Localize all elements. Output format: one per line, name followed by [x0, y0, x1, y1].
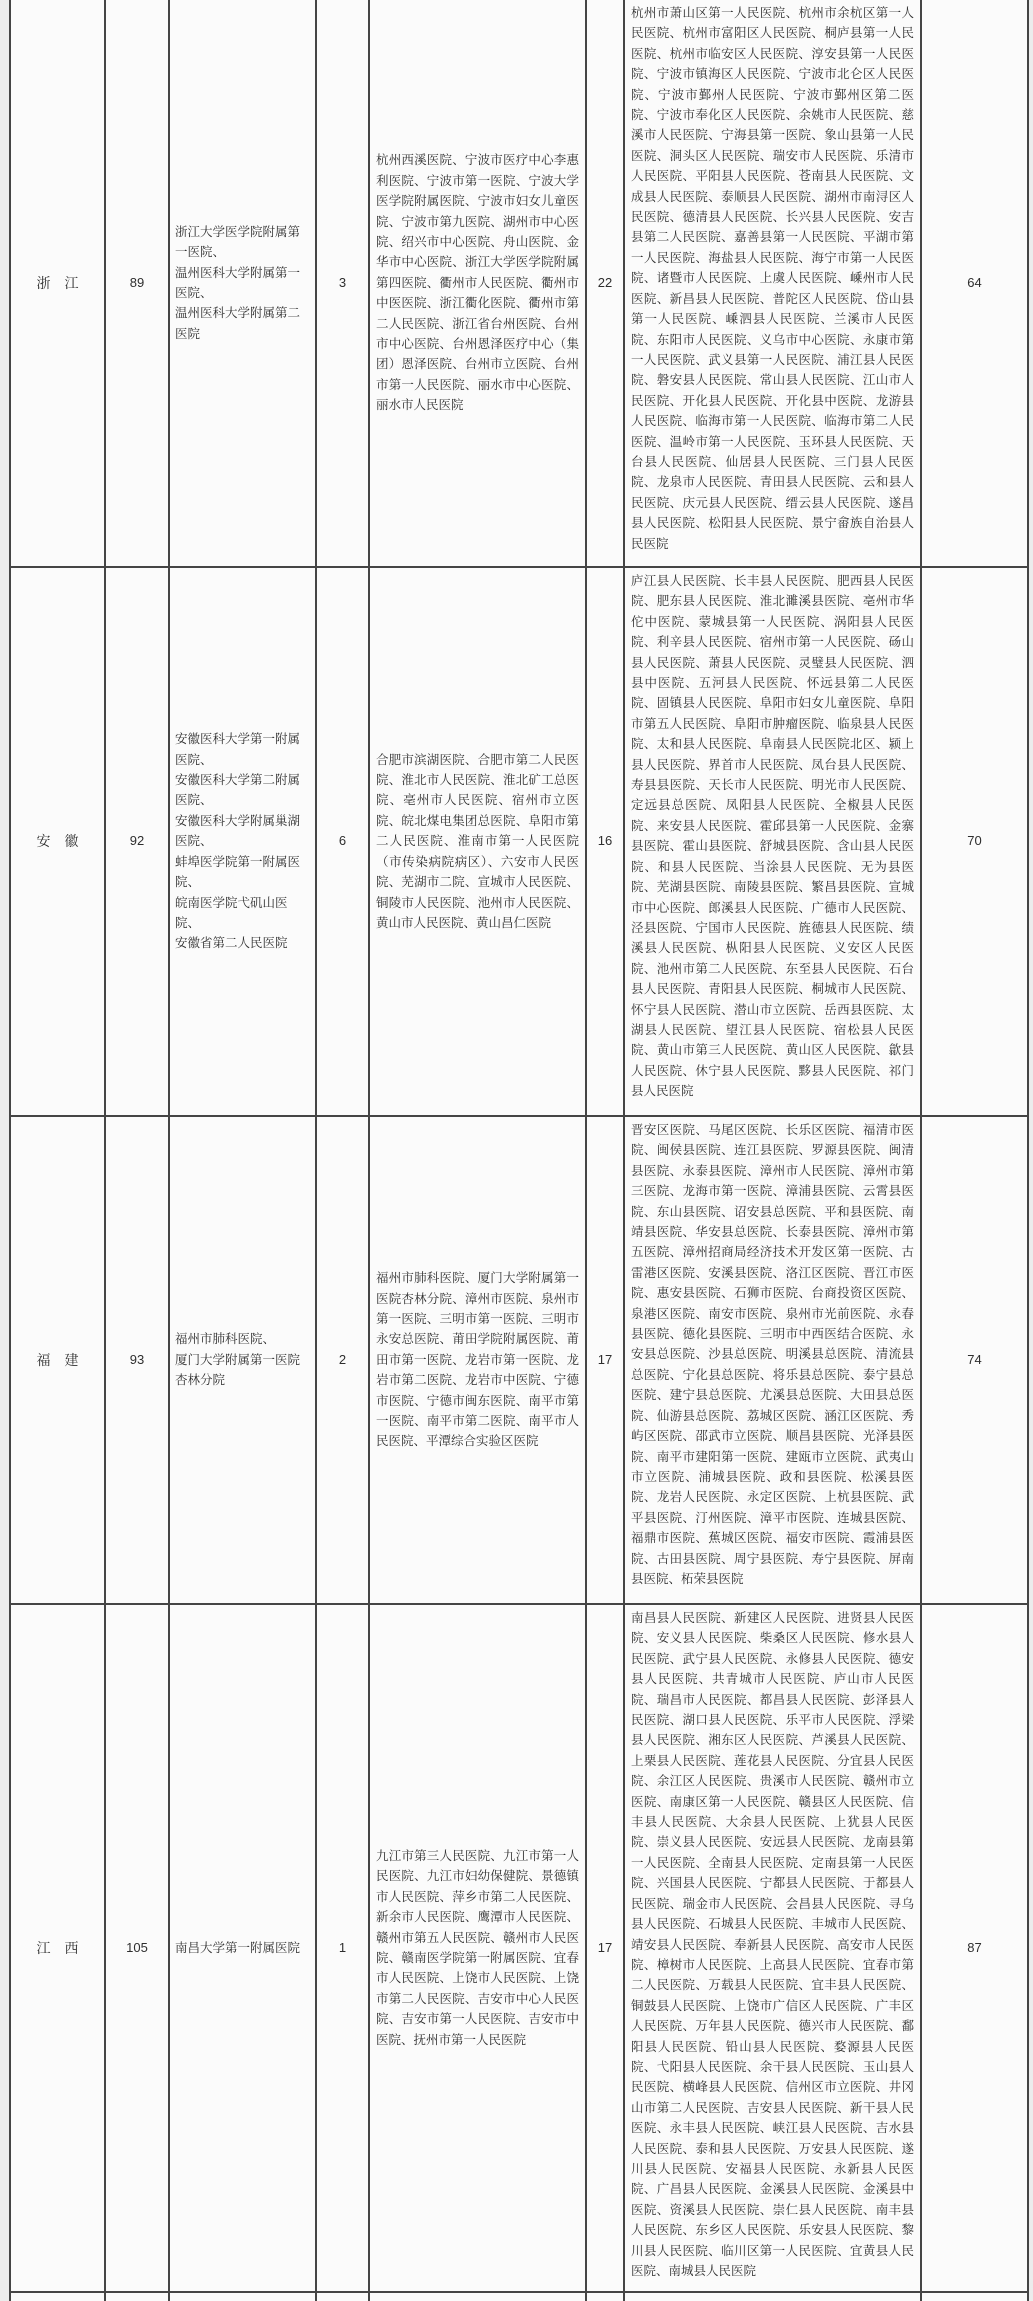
total-count: 93 — [129, 1351, 145, 1367]
hospital-table — [9, 0, 1029, 2301]
hospital-list: 合肥市滨湖医院、合肥市第二人民医院、淮北市人民医院、淮北矿工总医院、亳州市人民医院、宿州市立医院、皖北煤电集团总医院、阜阳市第二人民医院、淮南市第一人民医院（市传染病院病区）、六安市人民医院、芜湖市二院、宣城市人民医院、铜陵市人民医院、池州市人民医院、黄山市人民医院、黄山昌仁医院 — [376, 752, 579, 930]
total-count-cell — [106, 1117, 170, 1603]
group1-count: 6 — [338, 833, 347, 849]
hospital-name: 温州医科大学附属第一医院、 — [175, 265, 301, 300]
hospital-name: 安徽医科大学附属巢湖医院、 — [175, 813, 301, 849]
empty-cell — [106, 2293, 170, 2301]
total-count-cell — [106, 1605, 170, 2291]
empty-cell — [170, 2293, 317, 2301]
hospital-list: 九江市第三人民医院、九江市第一人民医院、九江市妇幼保健院、景德镇市人民医院、萍乡市第二人民医院、新余市人民医院、鹰潭市人民医院、赣州市第五人民医院、赣州市人民医院、赣南医学院第一附属医院、宜春市人民医院、上饶市人民医院、上饶市第二人民医院、吉安市中心人民医院、吉安市第一人民医院、吉安市中医院、抚州市第一人民医院 — [376, 1848, 579, 2047]
hospital-name: 安徽医科大学第一附属医院、 — [175, 732, 301, 767]
hospital-list: 南昌县人民医院、新建区人民医院、进贤县人民医院、安义县人民医院、柴桑区人民医院、修水县人民医院、武宁县人民医院、永修县人民医院、德安县人民医院、共青城市人民医院、庐山市人民医院、瑞昌市人民医院、都昌县人民医院、彭泽县人民医院、湖口县人民医院、乐平市人民医院、浮梁县人民医院、湘东区人民医院、芦溪县人民医院、上栗县人民医院、莲花县人民医院、分宜县人民医院、余江区人民医院、贵溪市人民医院、赣州市立医院、南康区第一人民医院、赣县区人民医院、信丰县人民医院、大余县人民医院、上犹县人民医院、崇义县人民医院、安远县人民医院、龙南县第一人民医院、全南县人民医院、定南县第一人民医院、兴国县人民医院、宁都县人民医院、于都县人民医院、瑞金市人民医院、会昌县人民医院、寻乌县人民医院、石城县人民医院、丰城市人民医院、靖安县人民医院、奉新县人民医院、高安市人民医院、樟树市人民医院、上高县人民医院、宜春市第二人民医院、万载县人民医院、宜丰县人民医院、铜鼓县人民医院、上饶市广信区人民医院、广丰区人民医院、万年县人民医院、德兴市人民医院、鄱阳县人民医院、铅山县人民医院、婺源县人民医院、弋阳县人民医院、余干县人民医院、玉山县人民医院、横峰县人民医院、信州区市立医院、井冈山市第二人民医院、吉安县人民医院、新干县人民医院、永丰县人民医院、峡江县人民医院、吉水县人民医院、泰和县人民医院、万安县人民医院、遂川县人民医院、安福县人民医院、永新县人民医院、广昌县人民医院、金溪县人民医院、金溪县中医院、资溪县人民医院、崇仁县人民医院、南丰县人民医院、东乡区人民医院、乐安县人民医院、黎川县人民医院、临川区第一人民医院、宜黄县人民医院、南城县人民医院 — [631, 1611, 914, 2278]
empty-cell — [587, 2293, 625, 2301]
total-count: 89 — [129, 274, 145, 290]
hospital-list: 庐江县人民医院、长丰县人民医院、肥西县人民医院、肥东县人民医院、淮北濉溪县医院、亳州市华佗中医院、蒙城县第一人民医院、涡阳县人民医院、利辛县人民医院、宿州市第一人民医院、砀山县人民医院、萧县人民医院、灵璧县人民医院、泗县中医院、五河县人民医院、怀远县第二人民医院、固镇县人民医院、阜阳市妇女儿童医院、阜阳市第五人民医院、阜阳市肿瘤医院、临泉县人民医院、太和县人民医院、阜南县人民医院北区、颍上县人民医院、界首市人民医院、凤台县人民医院、寿县县医院、天长市人民医院、明光市人民医院、定远县总医院、凤阳县人民医院、全椒县人民医院、来安县人民医院、霍邱县第一人民医院、金寨县医院、霍山县医院、舒城县医院、含山县人民医院、和县人民医院、当涂县人民医院、无为县医院、芜湖县医院、南陵县医院、繁昌县医院、宣城市中心医院、郎溪县人民医院、广德市人民医院、泾县医院、宁国市人民医院、旌德县人民医院、绩溪县人民医院、枞阳县人民医院、义安区人民医院、池州市第二人民医院、东至县人民医院、石台县人民医院、青阳县人民医院、桐城市人民医院、怀宁县人民医院、潜山市立医院、岳西县医院、太湖县人民医院、望江县人民医院、宿松县人民医院、黄山市第三人民医院、黄山区人民医院、歙县人民医院、休宁县人民医院、黟县人民医院、祁门县人民医院 — [631, 574, 914, 1099]
group3-count: 64 — [967, 274, 982, 290]
hospital-list: 福州市肺科医院、厦门大学附属第一医院杏林分院、漳州市医院、泉州市第一医院、三明市第一医院、三明市永安总医院、莆田学院附属医院、莆田市第一医院、龙岩市第一医院、龙岩市第二医院、龙岩市中医院、宁德市医院、宁德市闽东医院、南平市第一医院、南平市第二医院、南平市人民医院、平潭综合实验区医院 — [376, 1271, 579, 1449]
group2-count: 16 — [597, 833, 613, 849]
group2-count-cell — [587, 0, 625, 566]
hospital-list: 杭州市萧山区第一人民医院、杭州市余杭区第一人民医院、杭州市富阳区人民医院、桐庐县第一人民医院、杭州市临安区人民医院、淳安县第一人民医院、宁波市镇海区人民医院、宁波市北仑区人民医院、宁波市鄞州人民医院、宁波市鄞州区第二医院、宁波市奉化区人民医院、余姚市人民医院、慈溪市人民医院、宁海县第一医院、象山县第一人民医院、洞头区人民医院、瑞安市人民医院、乐清市人民医院、平阳县人民医院、苍南县人民医院、文成县人民医院、泰顺县人民医院、湖州市南浔区人民医院、德清县人民医院、长兴县人民医院、安吉县第二人民医院、嘉善县第一人民医院、平湖市第一人民医院、海盐县人民医院、海宁市第一人民医院、诸暨市人民医院、上虞人民医院、嵊州市人民医院、新昌县人民医院、普陀区人民医院、岱山县第一人民医院、嵊泗县人民医院、兰溪市人民医院、东阳市人民医院、义乌市中心医院、永康市第一人民医院、武义县第一人民医院、浦江县人民医院、磐安县人民医院、常山县人民医院、江山市人民医院、开化县人民医院、开化县中医院、龙游县人民医院、临海市第一人民医院、临海市第二人民医院、温岭市第一人民医院、玉环县人民医院、天台县人民医院、仙居县人民医院、三门县人民医院、龙泉市人民医院、青田县人民医院、云和县人民医院、庆元县人民医院、缙云县人民医院、遂昌县人民医院、松阳县人民医院、景宁畲族自治县人民医院 — [631, 6, 914, 551]
group2-count-cell — [587, 1605, 625, 2291]
province-cell — [11, 0, 106, 566]
hospital-name: 安徽省第二人民医院 — [175, 936, 288, 951]
empty-cell — [370, 2293, 587, 2301]
total-count-cell — [106, 568, 170, 1115]
province-label: 福 建 — [36, 1351, 79, 1368]
group3-count: 70 — [967, 833, 982, 849]
group3-count: 87 — [967, 1939, 982, 1955]
group3-hospitals-cell — [625, 0, 922, 566]
group1-count-cell — [317, 1605, 370, 2291]
total-count: 92 — [129, 833, 145, 849]
hospital-name: 福州市肺科医院、 — [175, 1332, 276, 1347]
group1-count: 1 — [338, 1939, 347, 1955]
table-row — [11, 1605, 1027, 2293]
group2-count: 17 — [597, 1351, 613, 1367]
partial-next-row — [11, 2293, 1027, 2301]
hospital-name: 蚌埠医学院第一附属医院、 — [175, 854, 301, 890]
group3-hospitals-cell — [625, 1605, 922, 2291]
group2-count-cell — [587, 568, 625, 1115]
group1-hospitals-cell — [170, 1605, 317, 2291]
group1-hospitals-cell — [170, 1117, 317, 1603]
empty-cell — [625, 2293, 922, 2301]
group1-hospitals-cell — [170, 0, 317, 566]
province-cell — [11, 1117, 106, 1603]
hospital-name: 皖南医学院弋矶山医院、 — [175, 895, 288, 930]
table-row — [11, 1117, 1027, 1605]
group3-hospitals-cell — [625, 568, 922, 1115]
group2-hospitals-cell — [370, 0, 587, 566]
group2-count: 17 — [597, 1939, 613, 1955]
empty-cell — [11, 2293, 106, 2301]
hospital-name: 南昌大学第一附属医院 — [175, 1940, 301, 1955]
group3-count-cell — [922, 1117, 1027, 1603]
hospital-list: 晋安区医院、马尾区医院、长乐区医院、福清市医院、闽侯县医院、连江县医院、罗源县医院、闽清县医院、永泰县医院、漳州市人民医院、漳州市第三医院、龙海市第一医院、漳浦县医院、云霄县医院、东山县医院、诏安县总医院、平和县医院、南靖县医院、华安县总医院、长泰县医院、漳州市第五医院、漳州招商局经济技术开发区第一医院、古雷港区医院、安溪县医院、洛江区医院、晋江市医院、惠安县医院、石狮市医院、台商投资区医院、泉港区医院、南安市医院、泉州市光前医院、永春县医院、德化县医院、三明市中西医结合医院、永安县总医院、沙县总医院、明溪县总医院、清流县总医院、宁化县总医院、将乐县总医院、泰宁县总医院、建宁县总医院、尤溪县总医院、大田县总医院、仙游县总医院、荔城区医院、涵江区医院、秀屿区医院、邵武市立医院、顺昌县医院、光泽县医院、南平市建阳第一医院、建瓯市立医院、武夷山市立医院、浦城县医院、政和县医院、松溪县医院、龙岩人民医院、永定区医院、上杭县医院、武平县医院、汀州医院、漳平市医院、连城县医院、福鼎市医院、蕉城区医院、福安市医院、霞浦县医院、古田县医院、周宁县医院、寿宁县医院、屏南县医院、柘荣县医院 — [631, 1123, 914, 1586]
group1-count: 2 — [338, 1351, 347, 1367]
group3-hospitals-cell — [625, 1117, 922, 1603]
empty-cell — [317, 2293, 370, 2301]
hospital-name: 浙江大学医学院附属第一医院、 — [175, 224, 301, 260]
group2-hospitals-cell — [370, 568, 587, 1115]
group3-count-cell — [922, 0, 1027, 566]
total-count: 105 — [126, 1939, 148, 1955]
province-cell — [11, 1605, 106, 2291]
group1-count-cell — [317, 0, 370, 566]
group2-count: 22 — [597, 274, 613, 290]
group2-hospitals-cell — [370, 1117, 587, 1603]
hospital-list: 杭州西溪医院、宁波市医疗中心李惠利医院、宁波市第一医院、宁波大学医学院附属医院、宁波市妇女儿童医院、宁波市第九医院、湖州市中心医院、绍兴市中心医院、舟山医院、金华市中心医院、浙江大学医学院附属第四医院、衢州市人民医院、衢州市中医医院、浙江衢化医院、衢州市第二人民医院、浙江省台州医院、台州市中心医院、台州恩泽医疗中心（集团）恩泽医院、台州市立医院、台州市第一人民医院、丽水市中心医院、丽水市人民医院 — [376, 153, 579, 413]
group1-count-cell — [317, 568, 370, 1115]
hospital-name: 安徽医科大学第二附属医院、 — [175, 773, 301, 808]
province-label: 江 西 — [36, 1939, 79, 1956]
group1-count: 3 — [338, 274, 347, 290]
province-label: 浙 江 — [36, 274, 79, 291]
group1-count-cell — [317, 1117, 370, 1603]
group3-count: 74 — [967, 1351, 982, 1367]
table-row — [11, 568, 1027, 1117]
province-label: 安 徽 — [36, 833, 79, 850]
group2-count-cell — [587, 1117, 625, 1603]
province-cell — [11, 568, 106, 1115]
empty-cell — [922, 2293, 1027, 2301]
group2-hospitals-cell — [370, 1605, 587, 2291]
group3-count-cell — [922, 568, 1027, 1115]
group1-hospitals-cell — [170, 568, 317, 1115]
group3-count-cell — [922, 1605, 1027, 2291]
total-count-cell — [106, 0, 170, 566]
hospital-name: 温州医科大学附属第二医院 — [175, 306, 301, 341]
hospital-name: 厦门大学附属第一医院杏林分院 — [175, 1352, 301, 1388]
table-row — [11, 0, 1027, 568]
